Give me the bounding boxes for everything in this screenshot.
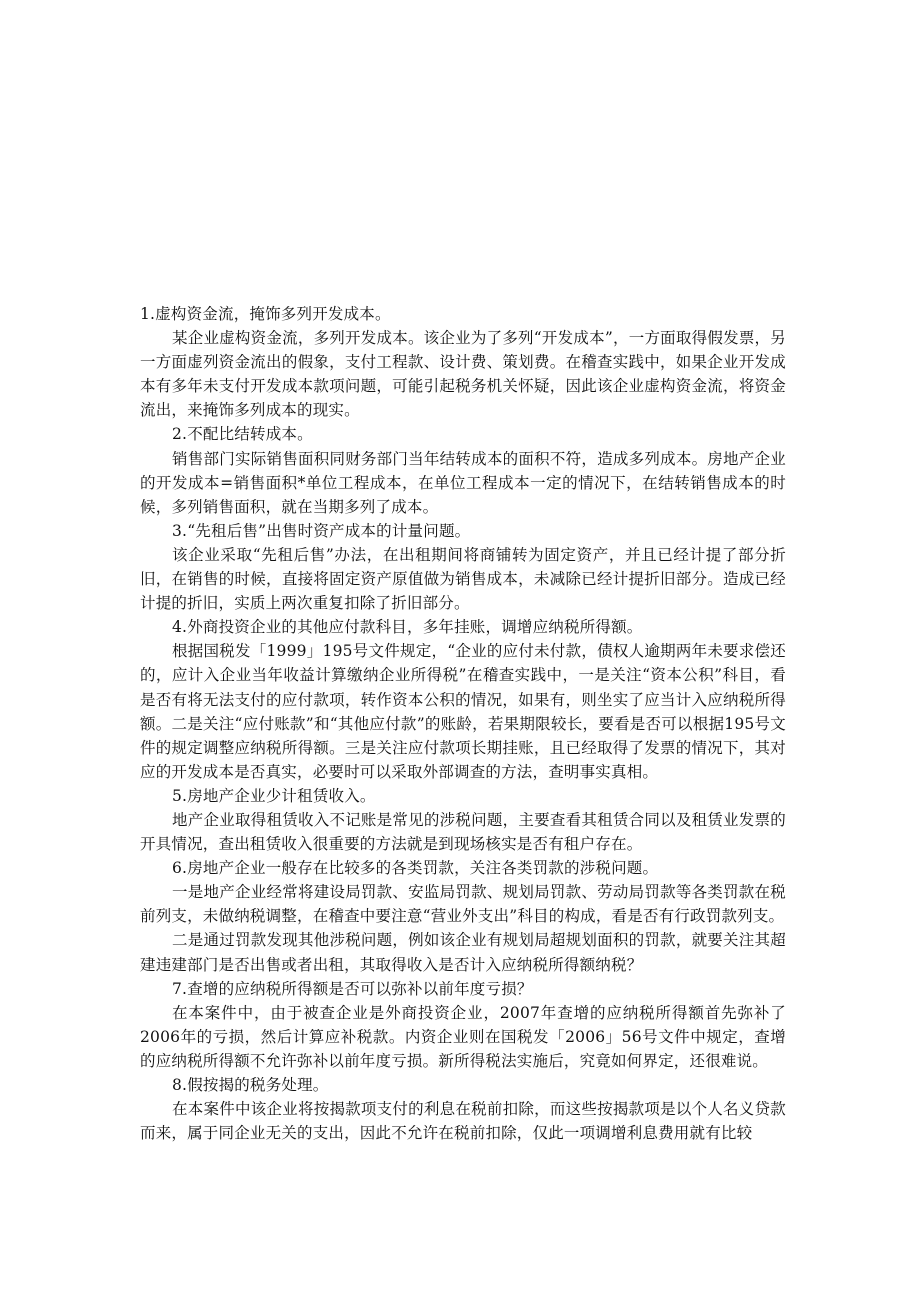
body-paragraph: 某企业虚构资金流，多列开发成本。该企业为了多列“开发成本”，一方面取得假发票，另一方面虚列资金流出的假象，支付工程款、设计费、策划费。在稽查实践中，如果企业开发成本有多年未支付开发成本款项问题，可能引起税务机关怀疑，因此该企业虚构资金流，将资金流出，来掩饰多列成本的现实。	[140, 329, 786, 420]
body-paragraph: 在本案件中，由于被查企业是外商投资企业，2007年查增的应纳税所得额首先弥补了2006年的亏损，然后计算应补税款。内资企业则在国税发「2006」56号文件中规定，查增的应纳税所得额不允许弥补以前年度亏损。新所得税法实施后，究竟如何界定，还很难说。	[140, 1003, 786, 1070]
section-heading-5: 5.房地产企业少计租赁收入。	[172, 786, 376, 805]
body-paragraph: 一是地产企业经常将建设局罚款、安监局罚款、规划局罚款、劳动局罚款等各类罚款在税前列支，未做纳税调整，在稽查中要注意“营业外支出”科目的构成，看是否有行政罚款列支。	[140, 883, 786, 926]
body-paragraph: 二是通过罚款发现其他涉税问题，例如该企业有规划局超规划面积的罚款，就要关注其超建违建部门是否出售或者出租，其取得收入是否计入应纳税所得额纳税？	[140, 931, 786, 974]
body-paragraph: 在本案件中该企业将按揭款项支付的利息在税前扣除，而这些按揭款项是以个人名义贷款而来，属于同企业无关的支出，因此不允许在税前扣除，仅此一项调增利息费用就有比较	[140, 1100, 786, 1143]
section-heading-3: 3.“先租后售”出售时资产成本的计量问题。	[172, 521, 471, 540]
section-heading-7: 7.查增的应纳税所得额是否可以弥补以前年度亏损？	[172, 979, 533, 998]
section-heading-8: 8.假按揭的税务处理。	[172, 1076, 329, 1094]
body-paragraph: 销售部门实际销售面积同财务部门当年结转成本的面积不符，造成多列成本。房地产企业的开发成本=销售面积*单位工程成本，在单位工程成本一定的情况下，在结转销售成本的时候，多列销售面积，就在当期多列了成本。	[140, 449, 786, 516]
section-heading-1: 1.虚构资金流，掩饰多列开发成本。	[140, 305, 391, 323]
document-page	[140, 302, 786, 1145]
body-paragraph: 地产企业取得租赁收入不记账是常见的涉税问题，主要查看其租赁合同以及租赁业发票的开具情况，查出租赁收入很重要的方法就是到现场核实是否有租户存在。	[140, 810, 786, 854]
section-heading-2: 2.不配比结转成本。	[172, 425, 313, 444]
section-heading-6: 6.房地产企业一般存在比较多的各类罚款，关注各类罚款的涉税问题。	[172, 859, 659, 878]
body-paragraph: 根据国税发「1999」195号文件规定，“企业的应付未付款，债权人逾期两年未要求偿还的，应计入企业当年收益计算缴纳企业所得税”在稽查实践中，一是关注“资本公积”科目，看是否有将无法支付的应付款项，转作资本公积的情况，如果有，则坐实了应当计入应纳税所得额。二是关注“应付账款”和“其他应付款”的账龄，若果期限较长，要看是否可以根据195号文件的规定调整应纳税所得额。三是关注应付款项长期挂账，且已经取得了发票的情况下，其对应的开发成本是否真实，必要时可以采取外部调查的方法，查明事实真相。	[140, 642, 786, 781]
body-paragraph: 该企业采取“先租后售”办法，在出租期间将商铺转为固定资产，并且已经计提了部分折旧，在销售的时候，直接将固定资产原值做为销售成本，未减除已经计提折旧部分。造成已经计提的折旧，实质上两次重复扣除了折旧部分。	[140, 545, 786, 613]
section-heading-4: 4.外商投资企业的其他应付款科目，多年挂账，调增应纳税所得额。	[172, 618, 643, 637]
